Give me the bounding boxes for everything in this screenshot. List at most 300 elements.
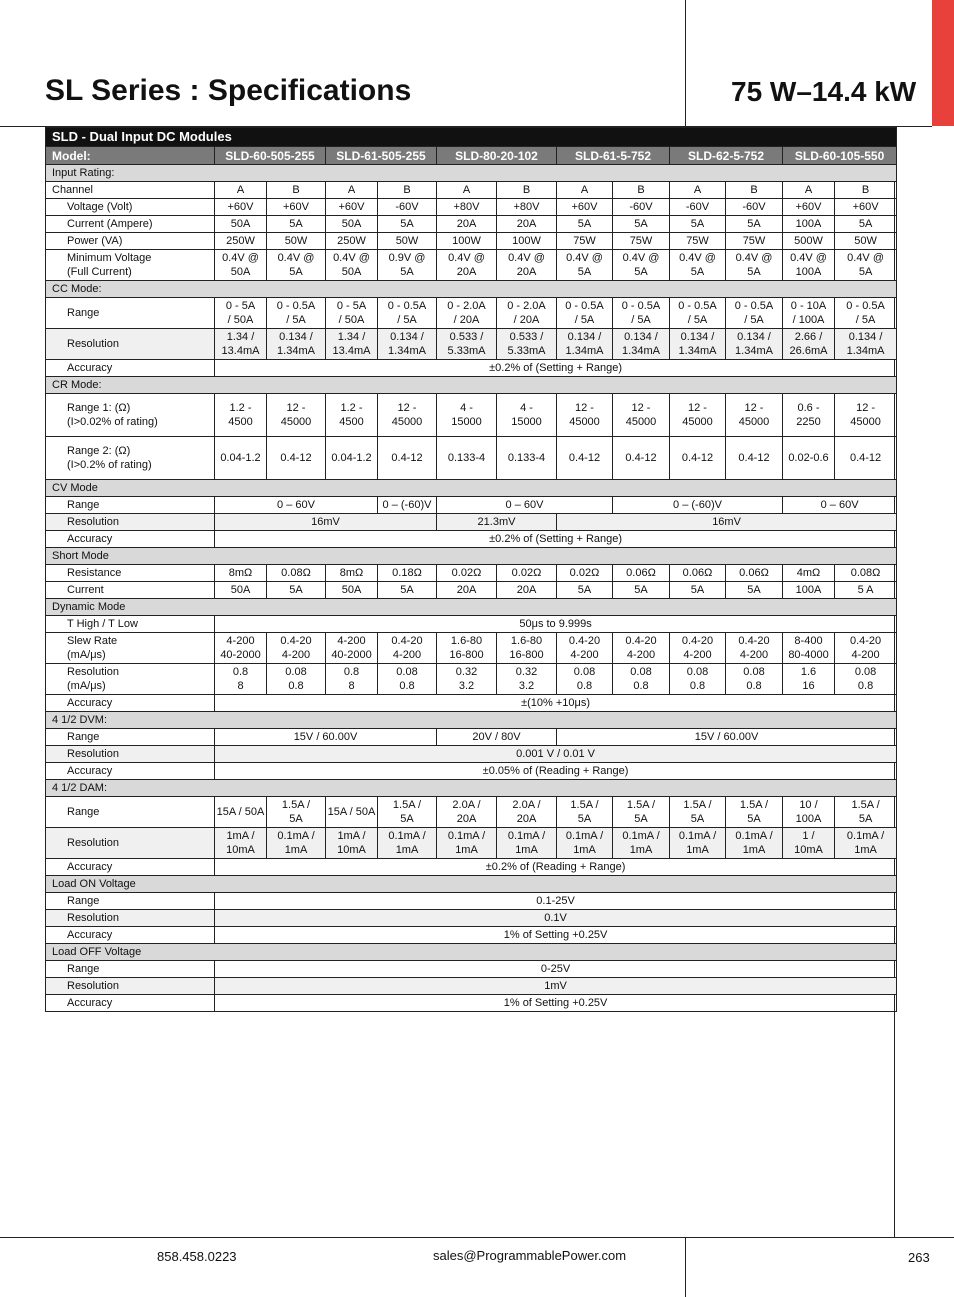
spec-row bbox=[46, 437, 897, 480]
spec-row bbox=[46, 828, 897, 859]
spec-cell: 0 - 0.5A / 5A bbox=[267, 298, 326, 329]
spec-cell: 50W bbox=[378, 233, 437, 250]
section-heading: CR Mode: bbox=[46, 377, 897, 394]
power-range-title: 75 W–14.4 kW bbox=[731, 76, 917, 107]
spec-cell: 0.4-12 bbox=[670, 437, 726, 480]
row-label: T High / T Low bbox=[46, 616, 215, 633]
spec-cell: -60V bbox=[670, 199, 726, 216]
spec-cell: 0.1mA / 1mA bbox=[497, 828, 557, 859]
section-row bbox=[46, 780, 897, 797]
spec-cell: 1mV bbox=[215, 978, 897, 995]
spec-cell: 0.6 - 2250 bbox=[783, 394, 835, 437]
spec-cell: 5A bbox=[613, 216, 670, 233]
spec-cell: 0.4V @ 50A bbox=[326, 250, 378, 281]
spec-cell: 5A bbox=[557, 582, 613, 599]
spec-cell: 0.32 3.2 bbox=[437, 664, 497, 695]
spec-cell: 50W bbox=[835, 233, 897, 250]
page-number: 263 bbox=[908, 1250, 930, 1265]
spec-cell: 100A bbox=[783, 216, 835, 233]
header-divider bbox=[685, 0, 686, 126]
spec-cell: +60V bbox=[326, 199, 378, 216]
spec-cell: 10 / 100A bbox=[783, 797, 835, 828]
spec-cell: 0.4V @ 5A bbox=[670, 250, 726, 281]
row-label: Range 2: (Ω) (I>0.2% of rating) bbox=[46, 437, 215, 480]
spec-cell: 0.4V @ 5A bbox=[835, 250, 897, 281]
spec-row bbox=[46, 763, 897, 780]
section-heading: CC Mode: bbox=[46, 281, 897, 298]
spec-cell: 4 - 15000 bbox=[437, 394, 497, 437]
spec-cell: 0.134 / 1.34mA bbox=[613, 329, 670, 360]
spec-cell: 5A bbox=[670, 216, 726, 233]
spec-cell: 100W bbox=[497, 233, 557, 250]
spec-cell: 0.4-12 bbox=[835, 437, 897, 480]
section-row bbox=[46, 377, 897, 394]
spec-cell: 5A bbox=[726, 216, 783, 233]
spec-cell: B bbox=[267, 182, 326, 199]
spec-cell: 1.34 / 13.4mA bbox=[326, 329, 378, 360]
footer-phone: 858.458.0223 bbox=[157, 1249, 237, 1264]
spec-cell: 0.4V @ 5A bbox=[557, 250, 613, 281]
spec-cell: 250W bbox=[326, 233, 378, 250]
spec-cell: 0.1V bbox=[215, 910, 897, 927]
spec-cell: 0.08 0.8 bbox=[378, 664, 437, 695]
spec-cell: 0.4-20 4-200 bbox=[670, 633, 726, 664]
section-row bbox=[46, 944, 897, 961]
spec-cell: 8mΩ bbox=[326, 565, 378, 582]
spec-cell: 75W bbox=[613, 233, 670, 250]
spec-row bbox=[46, 978, 897, 995]
spec-cell: 0.533 / 5.33mA bbox=[497, 329, 557, 360]
spec-row bbox=[46, 199, 897, 216]
spec-cell: +60V bbox=[267, 199, 326, 216]
spec-cell: 1.5A / 5A bbox=[670, 797, 726, 828]
spec-row bbox=[46, 746, 897, 763]
spec-cell: 0.18Ω bbox=[378, 565, 437, 582]
spec-cell: 0.1mA / 1mA bbox=[378, 828, 437, 859]
spec-cell: 0.08Ω bbox=[835, 565, 897, 582]
model-name: SLD-61-505-255 bbox=[326, 147, 437, 165]
spec-row bbox=[46, 995, 897, 1012]
row-label: Voltage (Volt) bbox=[46, 199, 215, 216]
spec-cell: 5A bbox=[726, 582, 783, 599]
spec-cell: 250W bbox=[215, 233, 267, 250]
section-row bbox=[46, 876, 897, 893]
spec-cell: 1.6 16 bbox=[783, 664, 835, 695]
row-label: Accuracy bbox=[46, 927, 215, 944]
spec-cell: 2.0A / 20A bbox=[437, 797, 497, 828]
model-name: SLD-80-20-102 bbox=[437, 147, 557, 165]
row-label: Accuracy bbox=[46, 995, 215, 1012]
spec-cell: 16mV bbox=[557, 514, 897, 531]
spec-cell: 1.2 - 4500 bbox=[215, 394, 267, 437]
spec-cell: ±0.2% of (Setting + Range) bbox=[215, 531, 897, 548]
spec-cell: 0 - 2.0A / 20A bbox=[437, 298, 497, 329]
footer-email[interactable]: sales@ProgrammablePower.com bbox=[433, 1248, 627, 1263]
spec-cell: 5A bbox=[378, 582, 437, 599]
spec-cell: 0.4V @ 100A bbox=[783, 250, 835, 281]
spec-cell: 16mV bbox=[215, 514, 437, 531]
row-label: Range 1: (Ω) (I>0.02% of rating) bbox=[46, 394, 215, 437]
spec-cell: 100W bbox=[437, 233, 497, 250]
row-label: Range bbox=[46, 298, 215, 329]
spec-cell: A bbox=[557, 182, 613, 199]
spec-cell: 12 - 45000 bbox=[613, 394, 670, 437]
spec-cell: A bbox=[670, 182, 726, 199]
spec-cell: 0 - 2.0A / 20A bbox=[497, 298, 557, 329]
spec-cell: 0.1mA / 1mA bbox=[670, 828, 726, 859]
spec-cell: 4-200 40-2000 bbox=[326, 633, 378, 664]
spec-cell: 1.2 - 4500 bbox=[326, 394, 378, 437]
spec-cell: 20A bbox=[437, 216, 497, 233]
spec-cell: 5A bbox=[670, 582, 726, 599]
row-label: Accuracy bbox=[46, 531, 215, 548]
table-title: SLD - Dual Input DC Modules bbox=[46, 128, 897, 147]
spec-cell: +80V bbox=[437, 199, 497, 216]
spec-cell: A bbox=[437, 182, 497, 199]
spec-cell: 0.4-12 bbox=[378, 437, 437, 480]
row-label: Minimum Voltage (Full Current) bbox=[46, 250, 215, 281]
spec-cell: 0.1mA / 1mA bbox=[437, 828, 497, 859]
spec-cell: B bbox=[726, 182, 783, 199]
spec-cell: 4-200 40-2000 bbox=[215, 633, 267, 664]
spec-cell: 1.5A / 5A bbox=[726, 797, 783, 828]
model-name: SLD-61-5-752 bbox=[557, 147, 670, 165]
spec-cell: 0.08 0.8 bbox=[557, 664, 613, 695]
spec-cell: 50A bbox=[326, 582, 378, 599]
row-label: Accuracy bbox=[46, 859, 215, 876]
spec-cell: 0.134 / 1.34mA bbox=[378, 329, 437, 360]
spec-cell: 0.1mA / 1mA bbox=[726, 828, 783, 859]
spec-table bbox=[45, 127, 897, 1012]
spec-cell: 0.4-20 4-200 bbox=[835, 633, 897, 664]
spec-cell: 0.1mA / 1mA bbox=[267, 828, 326, 859]
model-label: Model: bbox=[46, 147, 215, 165]
spec-cell: 0.134 / 1.34mA bbox=[267, 329, 326, 360]
section-heading: Dynamic Mode bbox=[46, 599, 897, 616]
spec-cell: 50A bbox=[326, 216, 378, 233]
spec-cell: 0.08 0.8 bbox=[613, 664, 670, 695]
spec-cell: 12 - 45000 bbox=[835, 394, 897, 437]
spec-cell: 21.3mV bbox=[437, 514, 557, 531]
spec-cell: 0 - 5A / 50A bbox=[215, 298, 267, 329]
spec-cell: 0.06Ω bbox=[726, 565, 783, 582]
row-label: Range bbox=[46, 961, 215, 978]
spec-cell: 1mA / 10mA bbox=[215, 828, 267, 859]
spec-row bbox=[46, 329, 897, 360]
row-label: Resolution bbox=[46, 746, 215, 763]
row-label: Resolution bbox=[46, 329, 215, 360]
spec-row bbox=[46, 497, 897, 514]
spec-cell: A bbox=[326, 182, 378, 199]
spec-cell: 0.4-12 bbox=[267, 437, 326, 480]
spec-row bbox=[46, 893, 897, 910]
spec-row bbox=[46, 582, 897, 599]
spec-cell: 0.8 8 bbox=[326, 664, 378, 695]
spec-cell: 1.5A / 5A bbox=[835, 797, 897, 828]
spec-cell: B bbox=[497, 182, 557, 199]
section-heading: 4 1/2 DAM: bbox=[46, 780, 897, 797]
spec-cell: 0.4-20 4-200 bbox=[557, 633, 613, 664]
spec-row bbox=[46, 961, 897, 978]
spec-cell: 1.5A / 5A bbox=[378, 797, 437, 828]
spec-cell: 0.4V @ 5A bbox=[613, 250, 670, 281]
spec-cell: 0.4V @ 5A bbox=[726, 250, 783, 281]
spec-cell: 8-400 80-4000 bbox=[783, 633, 835, 664]
spec-cell: B bbox=[378, 182, 437, 199]
spec-cell: B bbox=[613, 182, 670, 199]
spec-cell: 12 - 45000 bbox=[378, 394, 437, 437]
page-title: SL Series : Specifications bbox=[45, 74, 412, 107]
spec-cell: 0.533 / 5.33mA bbox=[437, 329, 497, 360]
spec-cell: 0 - 0.5A / 5A bbox=[378, 298, 437, 329]
row-label: Resistance bbox=[46, 565, 215, 582]
spec-row bbox=[46, 514, 897, 531]
spec-cell: ±0.2% of (Setting + Range) bbox=[215, 360, 897, 377]
spec-cell: 12 - 45000 bbox=[726, 394, 783, 437]
spec-cell: 0.4V @ 20A bbox=[497, 250, 557, 281]
spec-cell: 0 - 0.5A / 5A bbox=[557, 298, 613, 329]
spec-cell: 0.4V @ 20A bbox=[437, 250, 497, 281]
spec-cell: 0.1mA / 1mA bbox=[557, 828, 613, 859]
spec-cell: 0.4-20 4-200 bbox=[613, 633, 670, 664]
spec-cell: 0 - 0.5A / 5A bbox=[670, 298, 726, 329]
spec-cell: 1 / 10mA bbox=[783, 828, 835, 859]
section-row bbox=[46, 712, 897, 729]
spec-row bbox=[46, 565, 897, 582]
spec-cell: 12 - 45000 bbox=[267, 394, 326, 437]
spec-cell: 0.9V @ 5A bbox=[378, 250, 437, 281]
section-row bbox=[46, 281, 897, 298]
spec-cell: ±0.05% of (Reading + Range) bbox=[215, 763, 897, 780]
section-heading: Input Rating: bbox=[46, 165, 897, 182]
spec-cell: 1mA / 10mA bbox=[326, 828, 378, 859]
row-label: Accuracy bbox=[46, 763, 215, 780]
spec-row bbox=[46, 531, 897, 548]
spec-cell: +60V bbox=[783, 199, 835, 216]
spec-cell: 5A bbox=[835, 216, 897, 233]
spec-cell: -60V bbox=[613, 199, 670, 216]
spec-cell: 0 - 0.5A / 5A bbox=[613, 298, 670, 329]
spec-row bbox=[46, 360, 897, 377]
spec-cell: 5A bbox=[267, 216, 326, 233]
spec-cell: 5 A bbox=[835, 582, 897, 599]
spec-cell: 0.04-1.2 bbox=[215, 437, 267, 480]
section-heading: Load OFF Voltage bbox=[46, 944, 897, 961]
spec-cell: 0.02Ω bbox=[437, 565, 497, 582]
spec-cell: 0 – (-60)V bbox=[378, 497, 437, 514]
spec-row bbox=[46, 250, 897, 281]
spec-cell: 0.08Ω bbox=[267, 565, 326, 582]
spec-cell: 0.134 / 1.34mA bbox=[726, 329, 783, 360]
spec-cell: 0.1-25V bbox=[215, 893, 897, 910]
spec-row bbox=[46, 616, 897, 633]
spec-cell: 1% of Setting +0.25V bbox=[215, 995, 897, 1012]
spec-cell: 20A bbox=[437, 582, 497, 599]
model-name: SLD-62-5-752 bbox=[670, 147, 783, 165]
spec-cell: 0 – 60V bbox=[437, 497, 613, 514]
spec-cell: 1.5A / 5A bbox=[613, 797, 670, 828]
spec-cell: 50μs to 9.999s bbox=[215, 616, 897, 633]
spec-row bbox=[46, 298, 897, 329]
spec-cell: 0.4-20 4-200 bbox=[726, 633, 783, 664]
spec-cell: +60V bbox=[835, 199, 897, 216]
spec-cell: 0 – 60V bbox=[783, 497, 897, 514]
spec-row bbox=[46, 729, 897, 746]
spec-cell: 0.8 8 bbox=[215, 664, 267, 695]
spec-cell: 5A bbox=[557, 216, 613, 233]
section-heading: 4 1/2 DVM: bbox=[46, 712, 897, 729]
spec-cell: 0.4-20 4-200 bbox=[267, 633, 326, 664]
row-label: Channel bbox=[46, 182, 215, 199]
spec-row bbox=[46, 797, 897, 828]
spec-cell: -60V bbox=[378, 199, 437, 216]
spec-row bbox=[46, 233, 897, 250]
model-name: SLD-60-105-550 bbox=[783, 147, 897, 165]
spec-cell: 4 - 15000 bbox=[497, 394, 557, 437]
spec-cell: 0.02Ω bbox=[557, 565, 613, 582]
row-label: Resolution bbox=[46, 910, 215, 927]
spec-cell: 20V / 80V bbox=[437, 729, 557, 746]
spec-cell: 1.34 / 13.4mA bbox=[215, 329, 267, 360]
section-row bbox=[46, 599, 897, 616]
spec-cell: +60V bbox=[215, 199, 267, 216]
spec-cell: 8mΩ bbox=[215, 565, 267, 582]
spec-cell: 0.134 / 1.34mA bbox=[835, 329, 897, 360]
section-row bbox=[46, 165, 897, 182]
spec-cell: A bbox=[215, 182, 267, 199]
row-label: Resolution bbox=[46, 828, 215, 859]
spec-cell: ±(10% +10μs) bbox=[215, 695, 897, 712]
spec-cell: 0.4-12 bbox=[726, 437, 783, 480]
spec-cell: +60V bbox=[557, 199, 613, 216]
spec-row bbox=[46, 394, 897, 437]
spec-cell: 15A / 50A bbox=[215, 797, 267, 828]
spec-cell: 0.133-4 bbox=[437, 437, 497, 480]
spec-cell: 5A bbox=[378, 216, 437, 233]
spec-cell: 0-25V bbox=[215, 961, 897, 978]
spec-cell: 0.1mA / 1mA bbox=[613, 828, 670, 859]
spec-row bbox=[46, 633, 897, 664]
spec-cell: 2.66 / 26.6mA bbox=[783, 329, 835, 360]
row-label: Range bbox=[46, 497, 215, 514]
spec-cell: 2.0A / 20A bbox=[497, 797, 557, 828]
spec-cell: 50A bbox=[215, 216, 267, 233]
spec-cell: 4mΩ bbox=[783, 565, 835, 582]
spec-cell: 0.32 3.2 bbox=[497, 664, 557, 695]
spec-row bbox=[46, 695, 897, 712]
row-label: Range bbox=[46, 729, 215, 746]
row-label: Accuracy bbox=[46, 695, 215, 712]
spec-cell: 0 – 60V bbox=[215, 497, 378, 514]
spec-cell: 5A bbox=[613, 582, 670, 599]
spec-cell: 1.6-80 16-800 bbox=[497, 633, 557, 664]
footer-divider bbox=[685, 1237, 686, 1297]
spec-row bbox=[46, 182, 897, 199]
spec-cell: 12 - 45000 bbox=[670, 394, 726, 437]
spec-row bbox=[46, 910, 897, 927]
spec-cell: 0 - 0.5A / 5A bbox=[726, 298, 783, 329]
spec-cell: 12 - 45000 bbox=[557, 394, 613, 437]
spec-cell: 0.08 0.8 bbox=[835, 664, 897, 695]
spec-cell: 0.08 0.8 bbox=[267, 664, 326, 695]
spec-cell: 0 - 5A / 50A bbox=[326, 298, 378, 329]
row-label: Range bbox=[46, 797, 215, 828]
brand-accent-bar bbox=[932, 0, 954, 126]
row-label: Resolution (mA/μs) bbox=[46, 664, 215, 695]
row-label: Current (Ampere) bbox=[46, 216, 215, 233]
spec-cell: 0.4-12 bbox=[613, 437, 670, 480]
spec-cell: 0.4-20 4-200 bbox=[378, 633, 437, 664]
spec-cell: 0.06Ω bbox=[670, 565, 726, 582]
spec-cell: +80V bbox=[497, 199, 557, 216]
spec-cell: 75W bbox=[726, 233, 783, 250]
section-row bbox=[46, 548, 897, 565]
spec-cell: 1.5A / 5A bbox=[267, 797, 326, 828]
spec-cell: 75W bbox=[557, 233, 613, 250]
section-row bbox=[46, 480, 897, 497]
spec-cell: 20A bbox=[497, 216, 557, 233]
row-label: Range bbox=[46, 893, 215, 910]
section-heading: Short Mode bbox=[46, 548, 897, 565]
spec-cell: 0.02Ω bbox=[497, 565, 557, 582]
spec-cell: 0 - 0.5A / 5A bbox=[835, 298, 897, 329]
spec-cell: B bbox=[835, 182, 897, 199]
spec-cell: 0.1mA / 1mA bbox=[835, 828, 897, 859]
spec-cell: 0.04-1.2 bbox=[326, 437, 378, 480]
spec-cell: 0.08 0.8 bbox=[726, 664, 783, 695]
spec-row bbox=[46, 859, 897, 876]
section-heading: Load ON Voltage bbox=[46, 876, 897, 893]
row-label: Accuracy bbox=[46, 360, 215, 377]
spec-cell: 0.134 / 1.34mA bbox=[557, 329, 613, 360]
spec-cell: 0.134 / 1.34mA bbox=[670, 329, 726, 360]
spec-cell: 0.4V @ 5A bbox=[267, 250, 326, 281]
spec-cell: 0 - 10A / 100A bbox=[783, 298, 835, 329]
spec-cell: 0.06Ω bbox=[613, 565, 670, 582]
spec-cell: 15A / 50A bbox=[326, 797, 378, 828]
spec-row bbox=[46, 216, 897, 233]
spec-cell: 0.4V @ 50A bbox=[215, 250, 267, 281]
spec-row bbox=[46, 927, 897, 944]
spec-cell: 0.4-12 bbox=[557, 437, 613, 480]
spec-cell: 15V / 60.00V bbox=[215, 729, 437, 746]
spec-cell: 20A bbox=[497, 582, 557, 599]
spec-cell: 50W bbox=[267, 233, 326, 250]
spec-cell: 100A bbox=[783, 582, 835, 599]
spec-cell: 0.133-4 bbox=[497, 437, 557, 480]
spec-cell: 75W bbox=[670, 233, 726, 250]
row-label: Current bbox=[46, 582, 215, 599]
model-name: SLD-60-505-255 bbox=[215, 147, 326, 165]
spec-cell: 500W bbox=[783, 233, 835, 250]
spec-cell: A bbox=[783, 182, 835, 199]
spec-cell: 1% of Setting +0.25V bbox=[215, 927, 897, 944]
spec-cell: 0.08 0.8 bbox=[670, 664, 726, 695]
row-label: Resolution bbox=[46, 514, 215, 531]
spec-cell: 1.5A / 5A bbox=[557, 797, 613, 828]
spec-cell: 5A bbox=[267, 582, 326, 599]
row-label: Slew Rate (mA/μs) bbox=[46, 633, 215, 664]
footer-rule bbox=[0, 1237, 954, 1238]
spec-cell: ±0.2% of (Reading + Range) bbox=[215, 859, 897, 876]
section-heading: CV Mode bbox=[46, 480, 897, 497]
spec-cell: 15V / 60.00V bbox=[557, 729, 897, 746]
row-label: Resolution bbox=[46, 978, 215, 995]
spec-cell: 0.001 V / 0.01 V bbox=[215, 746, 897, 763]
spec-cell: 0.02-0.6 bbox=[783, 437, 835, 480]
spec-cell: 0 – (-60)V bbox=[613, 497, 783, 514]
spec-cell: -60V bbox=[726, 199, 783, 216]
